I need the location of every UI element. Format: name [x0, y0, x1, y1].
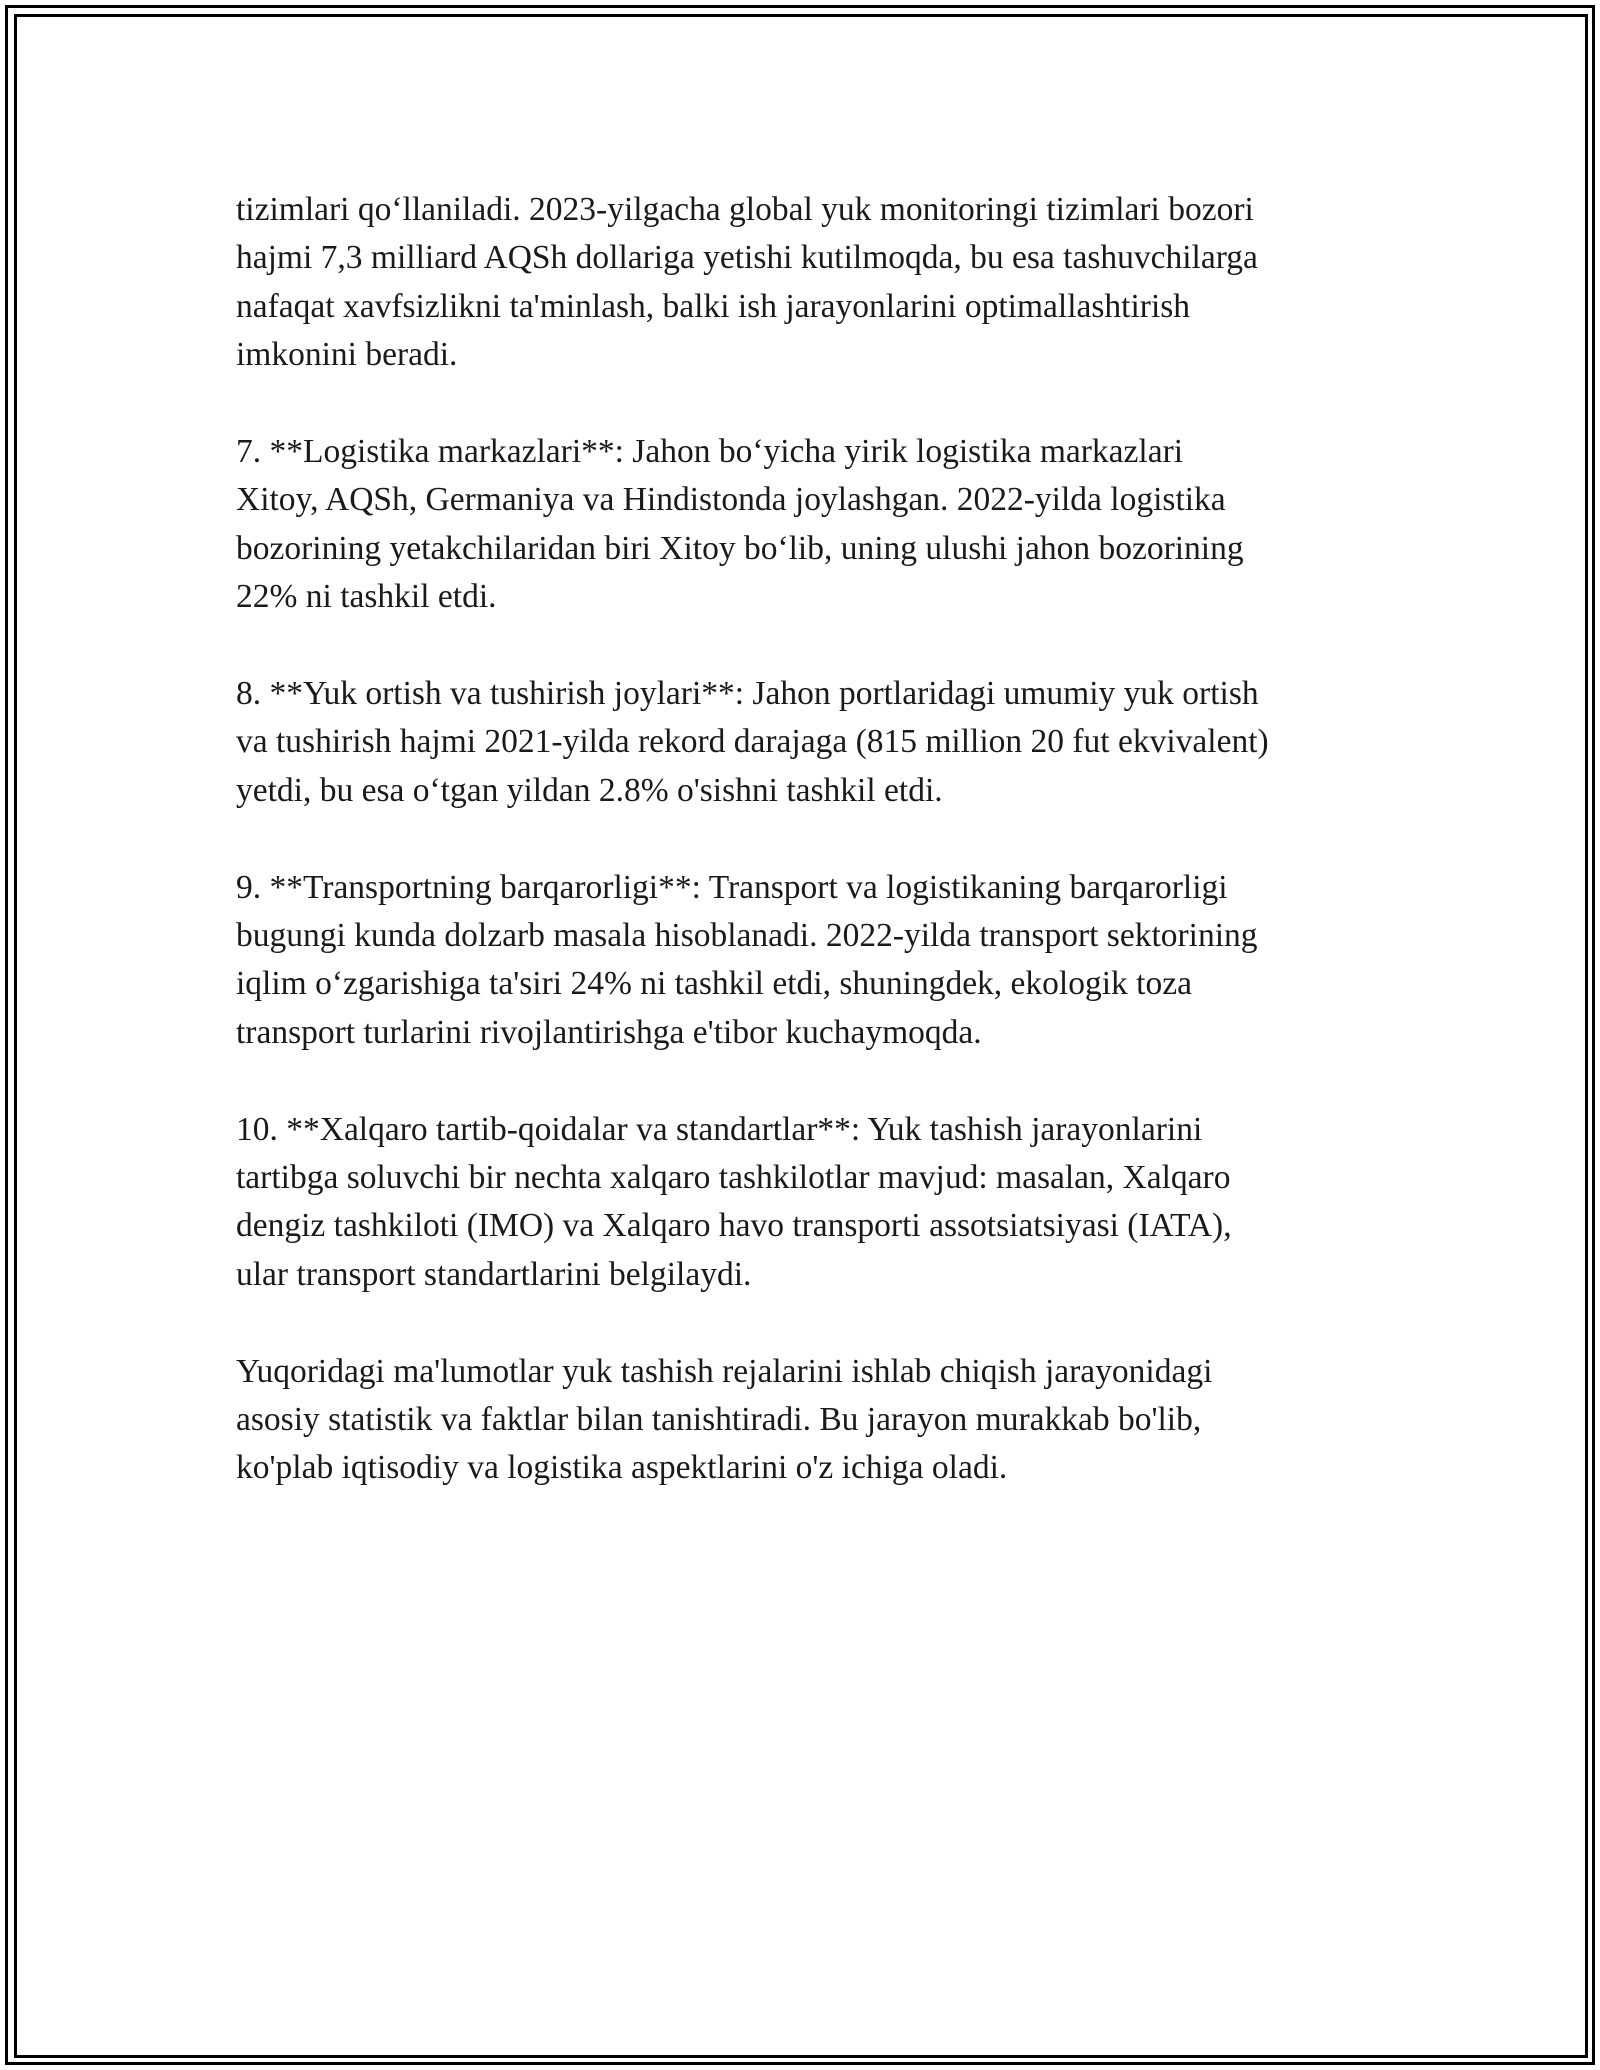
document-body: [236, 186, 1386, 1541]
paragraph-international-standards: 10. **Xalqaro tartib-qoidalar va standartlar**: Yuk tashish jarayonlarini tartibga soluvchi bir nechta xalqaro tashkilotlar mavjud: masalan, Xalqaro dengiz tashkiloti (IMO) va Xalqaro havo transporti assotsiatsiyasi (IATA), ular transport standartlarini belgilaydi.: [236, 1110, 1232, 1293]
paragraph-transport-sustainability: 9. **Transportning barqarorligi**: Transport va logistikaning barqarorligi bugungi kunda dolzarb masala hisoblanadi. 2022-yilda transport sektorining iqlim o‘zgarishiga ta'siri 24% ni tashkil etdi, shuningdek, ekologik toza transport turlarini rivojlantirishga e'tibor kuchaymoqda.: [236, 868, 1258, 1051]
paragraph-loading-unloading: 8. **Yuk ortish va tushirish joylari**: Jahon portlaridagi umumiy yuk ortish va tushirish hajmi 2021-yilda rekord darajaga (815 million 20 fut ekvivalent) yetdi, bu esa o‘tgan yildan 2.8% o'sishni tashkil etdi.: [236, 675, 1269, 809]
paragraph-conclusion: Yuqoridagi ma'lumotlar yuk tashish rejalarini ishlab chiqish jarayonidagi asosiy statistik va faktlar bilan tanishtiradi. Bu jarayon murakkab bo'lib, ko'plab iqtisodiy va logistika aspektlarini o'z ichiga oladi.: [236, 1352, 1213, 1487]
paragraph-logistics-centers: 7. **Logistika markazlari**: Jahon bo‘yicha yirik logistika markazlari Xitoy, AQSh, Germaniya va Hindistonda joylashgan. 2022-yilda logistika bozorining yetakchilaridan biri Xitoy bo‘lib, uning ulushi jahon bozorining 22% ni tashkil etdi.: [236, 433, 1244, 616]
paragraph-monitoring-continuation: tizimlari qo‘llaniladi. 2023-yilgacha global yuk monitoringi tizimlari bozori hajmi 7,3 milliard AQSh dollariga yetishi kutilmoqda, bu esa tashuvchilarga nafaqat xavfsizlikni ta'minlash, balki ish jarayonlarini optimallashtirish imkonini beradi.: [236, 191, 1258, 374]
